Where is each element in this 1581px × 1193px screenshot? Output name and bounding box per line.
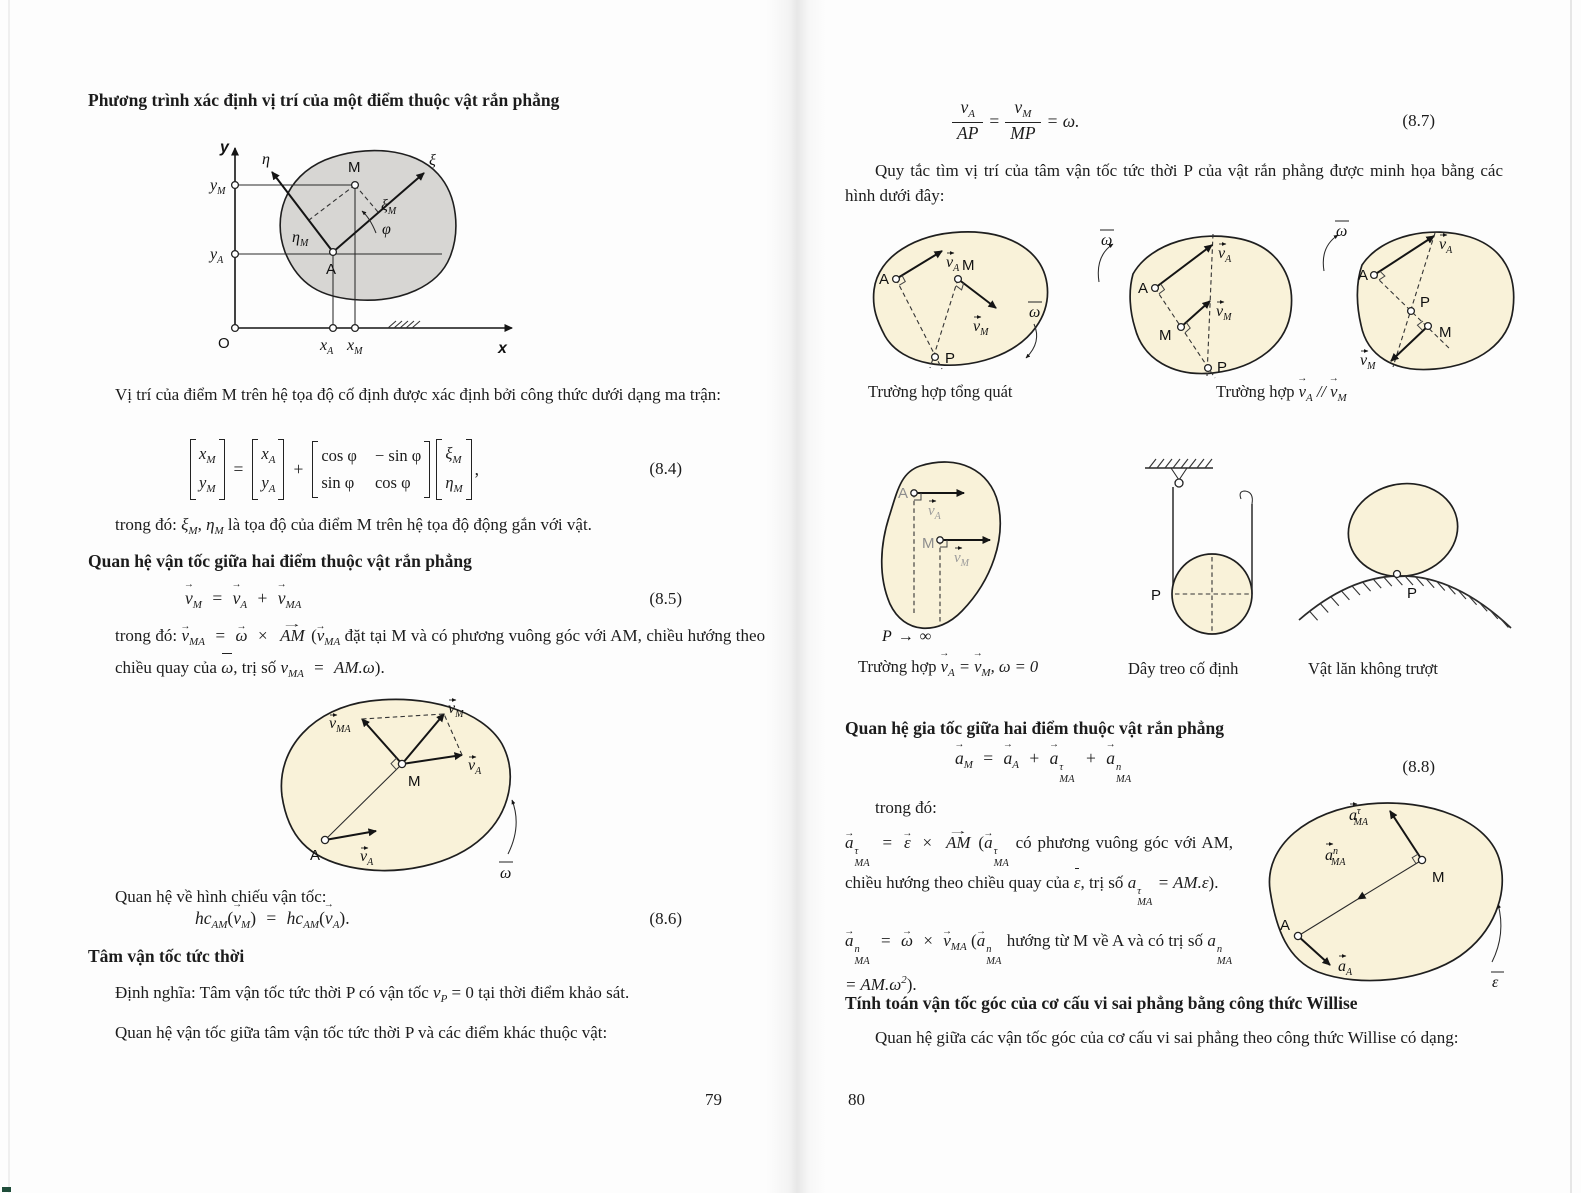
point-A [330,249,337,256]
point-M [1178,324,1185,331]
origin-point [232,325,239,332]
M-label: M [408,773,421,790]
omega-label: ω [1029,304,1041,321]
yA-label: $y_A$ [210,246,224,266]
figure-acceleration-relation [1242,790,1517,995]
M-label: M [962,257,975,274]
point-M [1418,856,1425,863]
equation-8.6: $hc_{AM}(v \to_M) = hc_{AM}(v \to_A)$. (8.6) [115,904,760,934]
omega-rotation-arrow [1323,235,1338,271]
heading-velocity-relation: Quan hệ vận tốc giữa hai điểm thuộc vật rắn phẳng [88,551,472,571]
point-A [321,836,328,843]
equation-tag: (8.5) [649,589,682,608]
vM-label: $v_M$ [1216,303,1232,323]
epsilon-label: ε [1492,974,1499,991]
rigid-body-cream [281,699,510,870]
P-to-infinity-label: P → ∞ [882,628,932,645]
point-P [1408,308,1415,315]
page-number-79: 79 [705,1090,722,1109]
origin-label: O [218,335,230,352]
omega-label: ω [1101,232,1113,249]
para-velocity-detail: trong đó: $v \to_{MA} = \omega$ → × AM → ($v \to_{MA}$ đặt tại M và có phương vuông góc với AM, chiều hướng theo chiều quay của ω, trị số $v_{MA} = AM.\omega$). [115,623,765,687]
equation-8.5: $v \to_M = v \to_A + v \to_{MA}$ (8.5) [115,584,760,614]
xA-label: $x_A$ [320,337,334,357]
page-number-80: 80 [848,1090,865,1109]
para-moving-coords: trong đó: $\xi_M$, $\eta_M$ là tọa độ của điểm M trên hệ tọa độ động gắn với vật. [115,515,592,537]
point-M [1425,323,1432,330]
heading-position-equation: Phương trình xác định vị trí của một điểm thuộc vật rắn phẳng [88,90,560,110]
vA-label: $v_A$ [1439,236,1453,256]
omega-label: ω [1336,223,1348,240]
rigid-body-cream [1130,236,1291,373]
page-right-edge [1570,0,1572,1193]
ceiling-hatching [1149,459,1212,468]
heading-willis-formula: Tính toán vận tốc góc của cơ cấu vi sai phẳng bằng công thức Willise [845,993,1358,1013]
P-label: P [1151,587,1162,604]
para-position-matrix: Vị trí của điểm M trên hệ tọa độ cố định được xác định bởi công thức dưới dạng ma trận: [115,385,722,404]
aA-label: $a_A$ [1338,958,1353,978]
point-P [932,354,939,361]
equation-tag: (8.7) [1402,111,1435,130]
equation-tag: (8.8) [1402,757,1435,776]
rigid-body-cream [1269,803,1502,981]
vM-label: $v_M$ [1360,352,1376,372]
vA-label: $v_A$ [1218,245,1232,265]
figure-velocity-relation [250,688,550,883]
ground-hatching [388,321,420,328]
contact-point [1394,571,1401,578]
rolling-body [1340,474,1467,587]
eta-label: η [262,151,270,168]
para-icc-rule: Quy tắc tìm vị trí của tâm vận tốc tức thời P của vật rắn phẳng được minh họa bằng các hình dưới đây: [845,161,1503,205]
yM-tick [232,182,239,189]
xi-label: ξ [429,152,436,169]
vM-label: $v_M$ [954,550,970,569]
caption-rolling: Vật lăn không trượt [1308,659,1438,678]
rope-hook-curl [1240,491,1252,504]
point-M [352,182,359,189]
vA-label: $v_A$ [360,848,374,868]
point-M [398,760,405,767]
para-icc-definition: Định nghĩa: Tâm vận tốc tức thời P có vận tốc $v_P = 0$ tại thời điểm khảo sát. [115,983,630,1005]
caption-general-case: Trường hợp tổng quát [868,382,1013,401]
pivot-mount [1171,468,1187,480]
M-label: M [1439,324,1452,341]
y-axis-label: y [220,139,229,156]
aTau-label: $a^\tau$ MA [1349,806,1369,828]
figure-icc-rolling [1295,458,1515,643]
point-A [911,490,917,496]
para-willis: Quan hệ giữa các vận tốc góc của cơ cấu vi sai phẳng theo công thức Willise có dạng: [875,1028,1459,1047]
scan-artifact [2,1187,11,1192]
M-label: M [1159,327,1172,344]
heading-acceleration-relation: Quan hệ gia tốc giữa hai điểm thuộc vật rắn phẳng [845,718,1225,738]
A-label: A [1280,917,1291,934]
page-left-edge [8,0,10,1193]
P-label: P [945,350,956,367]
omega-label: ω [500,865,512,882]
vM-label: $v_M$ [973,318,989,338]
A-label: A [1358,267,1369,284]
caption-translation-case: Trường hợp $v \to_A = v \to_M$, ω = 0 [858,657,1038,679]
P-label: P [1217,359,1228,376]
figure-icc-pendulum [1115,452,1265,657]
book-gutter-shadow [766,0,826,1193]
A-label: A [310,847,321,864]
point-A [1294,932,1301,939]
figure-icc-parallel-2 [1318,215,1518,383]
A-label: A [898,485,909,502]
xiM-label: $\xi_M$ [381,197,397,217]
vA-label: $v_A$ [946,254,960,274]
heading-instant-center: Tâm vận tốc tức thời [88,946,245,966]
caption-rope: Dây treo cố định [1128,659,1239,678]
vA2-label: $v_A$ [468,757,482,777]
M-label: M [1432,869,1445,886]
A-label: A [326,261,337,278]
pivot-point [1175,479,1183,487]
point-A [1152,285,1159,292]
equation-8.7: $\frac{v_A}{AP}$ = $\frac{v_M}{MP}$ = ω. (8.7) [875,95,1505,147]
x-axis-label: x [498,340,507,357]
vM-label: $v_M$ [448,700,464,720]
figure-icc-general [858,222,1058,380]
para-icc-relation: Quan hệ vận tốc giữa tâm vận tốc tức thời P và các điểm khác thuộc vật: [115,1023,608,1042]
point-M [937,537,943,543]
equation-tag: (8.4) [649,459,682,478]
xM-tick [352,325,359,332]
vA-label: $v_A$ [928,503,941,522]
xM-label: $x_M$ [347,337,363,357]
para-tangential-acceleration: a → τ MA = ε → × AM → (a → τ MA có phương vuông góc với AM, chiều hướng theo chiều quay của ε, trị số a τ MA = AM.ε). [845,830,1233,909]
phi-label: φ [382,221,391,238]
aN-label: $a^n$ MA [1325,846,1346,868]
rigid-body-cream [874,232,1048,365]
omega-rotation-arrow [508,800,516,854]
equation-8.4: $x_M$ $y_M$ = $x_A$ $y_A$ + cos φ − sin φ sin φ cos φ $\xi_M$ $\eta_M$ , (8.4) [115,436,760,502]
omega-rotation-arrow [1098,244,1113,282]
A-label: A [879,271,890,288]
rigid-body-cream [1357,232,1513,370]
figure-icc-parallel-1 [1093,218,1298,380]
caption-parallel-case: Trường hợp $v \to_A // v \to_M$ [1216,382,1347,404]
point-A [1371,272,1378,279]
figure-position-of-point [210,132,560,362]
A-label: A [1138,280,1149,297]
M-label: M [348,159,361,176]
point-P [1205,365,1212,372]
P-label: P [1407,585,1418,602]
para-normal-acceleration: a → n MA = ω → × $v \to_{MA}$ (a → n MA hướng từ M về A và có trị số a n MA = $AM.\omega^2$). [845,928,1233,997]
para-trong-do: trong đó: [875,798,937,817]
equation-tag: (8.6) [649,909,682,928]
figure-icc-translation [858,448,1048,648]
equation-8.8: $a \to_M = a \to_A + a$ → τ MA + a → n MA (8.8) [875,750,1505,784]
point-A [893,276,900,283]
etaM-label: $\eta_M$ [292,229,309,249]
vMA-label: $v_{MA}$ [329,715,351,735]
point-M [955,276,962,283]
para-projection: Quan hệ về hình chiếu vận tốc: [115,887,327,906]
yA-tick [232,251,239,258]
P-label: P [1420,294,1431,311]
ground-curve [1299,576,1511,628]
xA-tick [330,325,337,332]
rigid-body-gray [280,151,456,301]
yM-label: $y_M$ [210,177,226,197]
M-label: M [922,535,935,552]
